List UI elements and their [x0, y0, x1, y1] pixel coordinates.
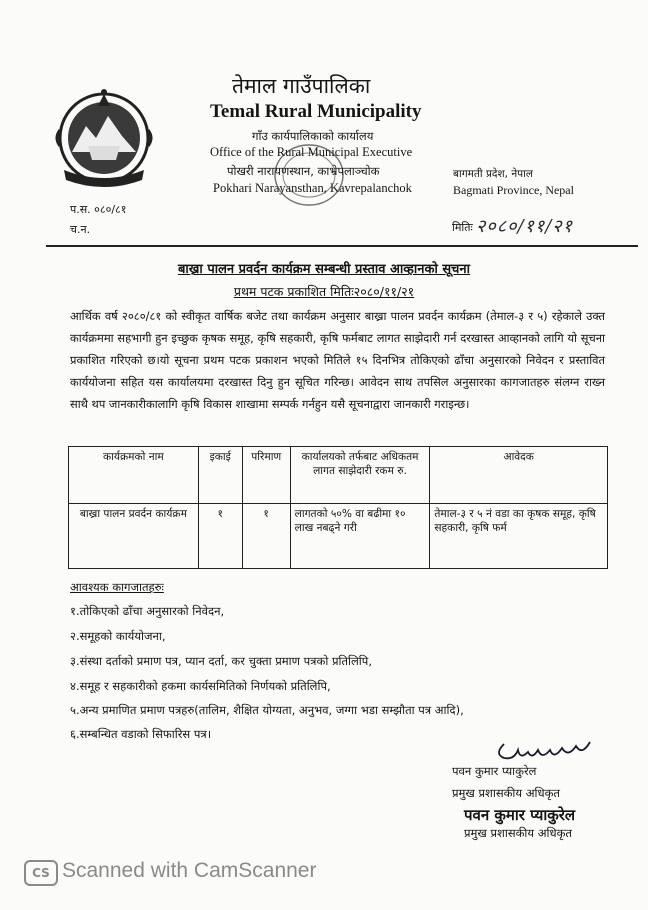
signatory-stamp-title: प्रमुख प्रशासकीय अधिकृत [464, 826, 572, 840]
dispatch-number: च.न. [70, 223, 91, 236]
document-item: ५.अन्य प्रमाणित प्रमाण पत्रहरु(तालिम, शैक्षित योग्यता, अनुभव, जग्गा भडा सम्झौता पत्र आदि), [70, 703, 464, 717]
date-label: मितिः [452, 221, 473, 234]
document-item: २.समूहको कार्ययोजना, [70, 629, 166, 643]
camscanner-logo-icon: CS [24, 860, 58, 886]
signatory-name: पवन कुमार प्याकुरेल [452, 764, 537, 778]
office-stamp-icon [270, 140, 348, 210]
header-cost-sharing: कार्यालयको तर्फबाट अधिकतम लागत साझेदारी रकम रु. [290, 447, 430, 504]
address-en: Pokhari Narayansthan, Kavrepalanchok [213, 181, 412, 195]
header-program-name: कार्यक्रमको नाम [69, 447, 199, 504]
notice-body: आर्थिक वर्ष २०८०/८१ को स्वीकृत वार्षिक बजेट तथा कार्यक्रम अनुसार बाख्रा पालन प्रवर्दन कार्यक्रम (तेमाल-३ र ५) रहेकाले उक्त कार्यक्रममा सहभागी हुन इच्छुक कृषक समूह, कृषि सहकारी, कृषि फर्मबाट लागत साझेदारी गर्न दरखास्त आव्हानको लागि यो सूचना प्रकाशित गरिएको छ।यो सूचना प्रथम पटक प्रकाशन भएको मितिले १५ दिनभित्र तोकिएको ढाँचा अनुसारको निवेदन र प्रस्तावित कार्ययोजना सहित यस कार्यालयमा दरखास्त दिनु हुन सूचित गरिन्छ। आवेदन साथ तपसिल अनुसारका कागजातहरु संलग्न राख्न साथै थप जानकारीकालागि कृषि विकास शाखामा सम्पर्क गर्नहुन यसै सूचनाद्वारा जानकारी गराइन्छ। [70, 309, 605, 411]
municipality-emblem-icon [50, 86, 158, 190]
office-name-en: Office of the Rural Municipal Executive [210, 145, 413, 159]
notice-subtitle: प्रथम पटक प्रकाशित मितिः२०८०/११/२१ [233, 284, 415, 299]
cell-unit: १ [198, 504, 242, 569]
cell-program-name: बाख्रा पालन प्रवर्दन कार्यक्रम [69, 504, 199, 569]
scanner-watermark: Scanned with CamScanner [62, 859, 317, 882]
municipality-name-np: तेमाल गाउँपालिका [232, 74, 371, 98]
document-item: १.तोकिएको ढाँचा अनुसारको निवेदन, [70, 604, 225, 618]
document-item: ३.संस्था दर्ताको प्रमाण पत्र, प्यान दर्ता, कर चुक्ता प्रमाण पत्रको प्रतिलिपि, [70, 654, 372, 668]
province-en: Bagmati Province, Nepal [453, 183, 574, 197]
letter-number: प.स. ०८०/८१ [70, 203, 127, 216]
province-np: बागमती प्रदेश, नेपाल [453, 168, 533, 180]
cell-cost-sharing: लागतको ५०% वा बढीमा १० लाख नबढ्ने गरी [290, 504, 430, 569]
date-value: २०८०/११/२१ [476, 216, 574, 237]
header-unit: इकाई [198, 447, 242, 504]
table-row [69, 504, 608, 569]
header-divider [46, 245, 638, 247]
handwritten-signature-icon [492, 730, 602, 766]
cell-quantity: १ [242, 504, 290, 569]
address-np: पोखरी नारायणस्थान, काभ्रेपलाञ्चोक [227, 164, 380, 178]
municipality-name-en: Temal Rural Municipality [210, 101, 422, 122]
document-item: ४.समूह र सहकारीको हकमा कार्यसमितिको निर्णयको प्रतिलिपि, [70, 679, 331, 693]
document-item: ६.सम्बन्धित वडाको सिफारिस पत्र। [70, 727, 212, 741]
cell-applicant: तेमाल-३ र ५ नं वडा का कृषक समूह, कृषि सहकारी, कृषि फर्म [430, 504, 608, 569]
signatory-title: प्रमुख प्रशासकीय अधिकृत [452, 786, 560, 800]
table-header-row [69, 447, 608, 504]
header-quantity: परिमाण [242, 447, 290, 504]
program-table [68, 446, 608, 569]
documents-heading: आवश्यक कागजातहरुः [70, 580, 164, 594]
notice-title: बाख्रा पालन प्रवर्दन कार्यक्रम सम्बन्धी प्रस्ताव आव्हानको सूचना [177, 262, 471, 277]
header-applicant: आवेदक [430, 447, 608, 504]
signatory-stamp-name: पवन कुमार प्याकुरेल [464, 806, 576, 824]
office-name-np: गाँउ कार्यपालिकाको कार्यालय [252, 129, 374, 143]
